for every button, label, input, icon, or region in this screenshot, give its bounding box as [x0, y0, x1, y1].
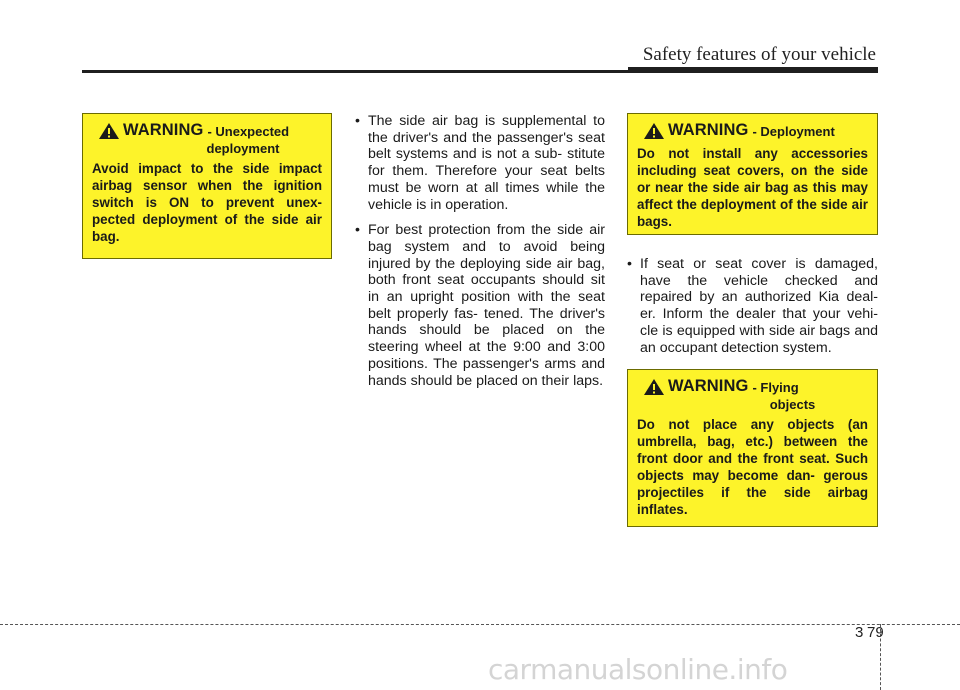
warning-triangle-icon	[643, 378, 665, 396]
header-rule-accent	[628, 67, 878, 73]
warning-subtitle-cont: deployment	[206, 141, 280, 156]
page-number: 79	[867, 624, 884, 641]
warning-title: WARNING	[668, 377, 749, 395]
middle-bullet-list	[355, 113, 605, 398]
warning-body: Do not place any objects (an umbrella, bag, etc.) between the front door and the front seat. Such objects may become dan- gerous projectiles if the side airbag inflates.	[637, 417, 868, 517]
warning-subtitle-cont: objects	[769, 397, 816, 412]
warning-title: WARNING	[123, 121, 204, 139]
bullet-text: The side air bag is supplemental to the driver's and the passenger's seat belt systems and is not a sub- stitute for them. Therefore your seat belts must be worn at all times while the vehicle is in operation.	[368, 113, 605, 213]
warning-subtitle: - Flying	[752, 380, 799, 395]
warning-deployment	[627, 113, 878, 235]
chapter-number: 3	[855, 624, 864, 641]
warning-unexpected-deployment	[82, 113, 332, 259]
warning-subtitle: - Deployment	[752, 124, 835, 139]
list-item	[355, 113, 605, 213]
list-item	[627, 256, 878, 356]
warning-triangle-icon	[643, 122, 665, 140]
bullet-text: If seat or seat cover is damaged, have the vehicle checked and repaired by an authorized Kia deal- er. Inform the dealer that your vehi- cle is equipped with side air bags and an occupant detection system.	[640, 256, 878, 356]
footer-rule	[0, 624, 960, 625]
bullet-glyph: •	[355, 113, 360, 129]
warning-triangle-icon	[98, 122, 120, 140]
warning-title: WARNING	[668, 121, 749, 139]
warning-flying-objects	[627, 369, 878, 527]
right-bullet-list	[627, 256, 878, 365]
list-item	[355, 222, 605, 389]
watermark: carmanualsonline.info	[488, 653, 788, 686]
page-header-title: Safety features of your vehicle	[642, 44, 876, 65]
warning-body: Do not install any accessories including seat covers, on the side or near the side air bag as this may affect the deployment of the side air bags.	[637, 146, 868, 229]
bullet-glyph: •	[627, 256, 632, 272]
warning-body: Avoid impact to the side impact airbag sensor when the ignition switch is ON to prevent unex- pected deployment of the side air bag.	[92, 161, 322, 244]
warning-subtitle: - Unexpected	[207, 124, 290, 139]
bullet-glyph: •	[355, 222, 360, 239]
bullet-text: For best protection from the side air bag system and to avoid being injured by the deploying side air bag, both front seat occupants should sit in an upright position with the seat belt properly fas- tened. The driver's hands should be placed on the steering wheel at the 9:00 and 3:00 positions. The passenger's arms and hands should be placed on their laps.	[368, 222, 605, 389]
